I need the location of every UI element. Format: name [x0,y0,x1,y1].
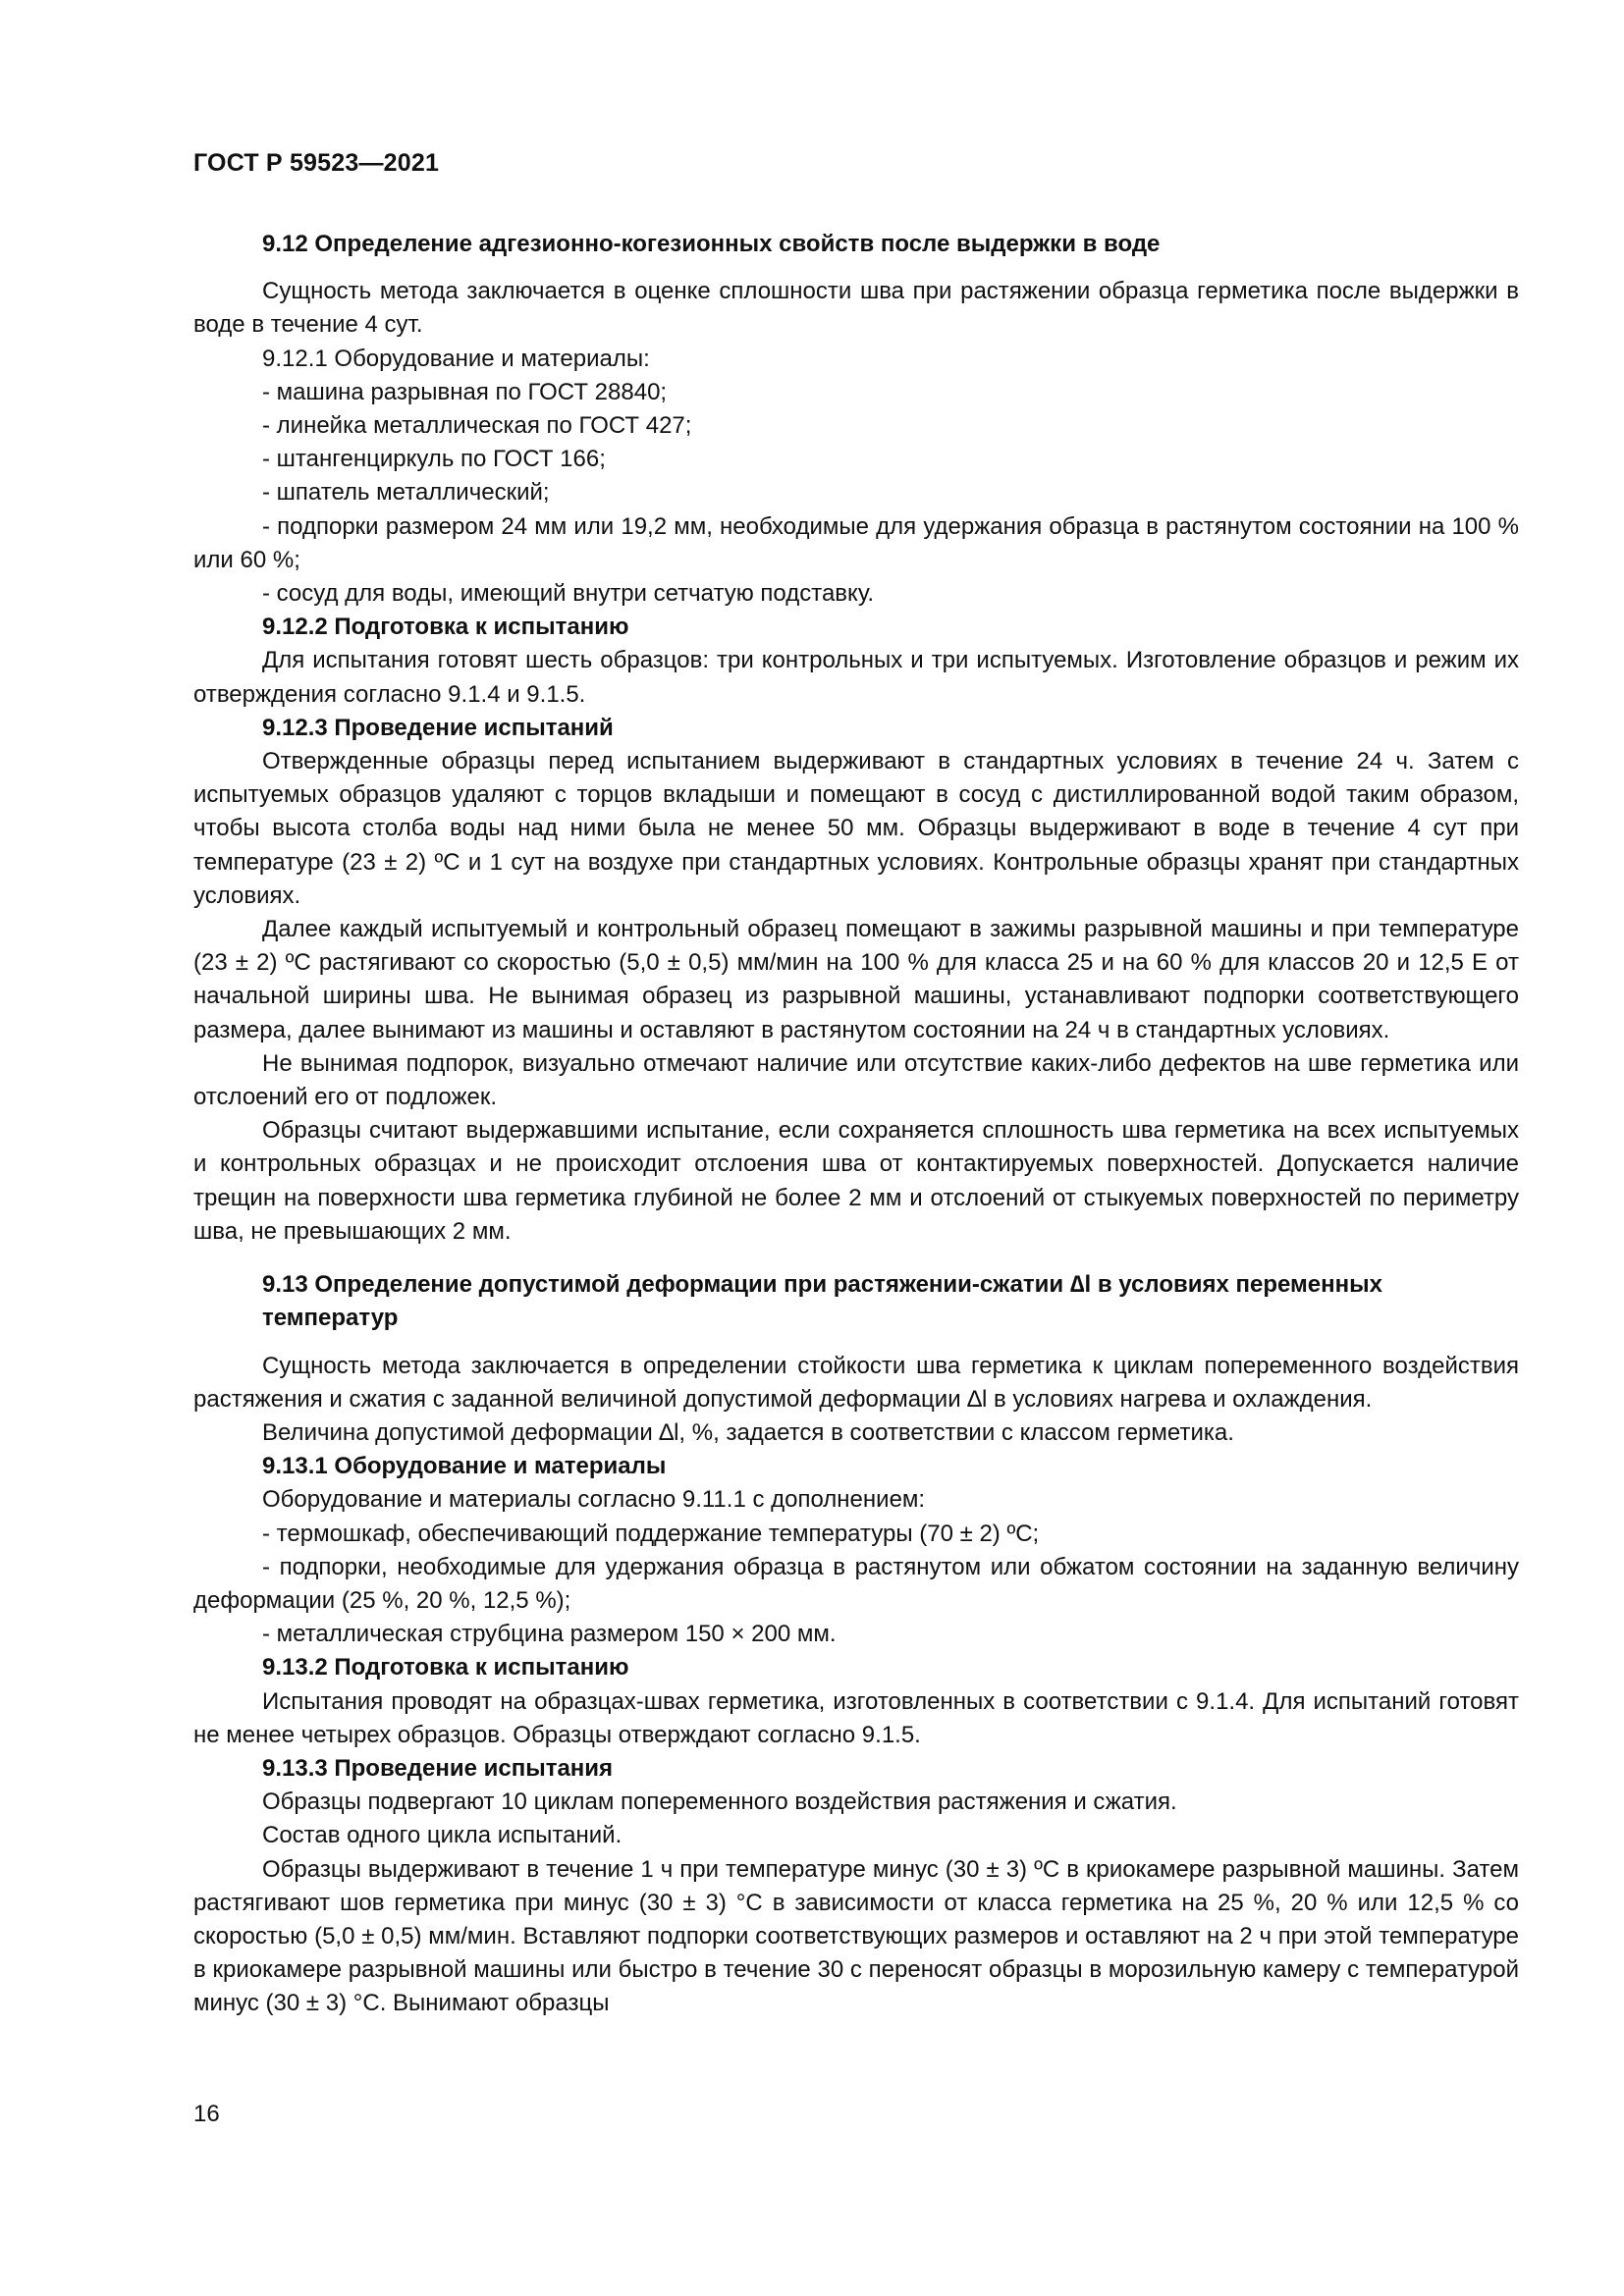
section-9-13-prep-text: Испытания проводят на образцах-швах герметика, изготовленных в соответствии с 9.1.4. Для испытаний готовят не менее четырех образцов. Образцы отверждают согласно 9.1.5. [193,1687,1519,1748]
subsection-9-13-3-title: 9.13.3 Проведение испытания [262,1754,614,1782]
equipment-item: - металлическая струбцина размером 150 × 200 мм. [262,1621,837,1648]
section-9-12-test-paragraph: Образцы считают выдержавшими испытание, если сохраняется сплошность шва герметика на всех испытуемых и контрольных образцах и не происходит отслоения шва от контактируемых поверхностей. Допускается наличие трещин на поверхности шва герметика глубиной не более 2 мм и отслоений от стыкуемых поверхностей по периметру шва, не превышающих 2 мм. [193,1117,1519,1245]
page-number: 16 [193,2101,220,2127]
subsection-9-12-3-title: 9.12.3 Проведение испытаний [262,714,614,741]
section-9-12-test-paragraph: Отвержденные образцы перед испытанием выдерживают в стандартных условиях в течение 24 ч. Затем с испытуемых образцов удаляют с торцов вкладыши и помещают в сосуд с дистиллированной водой таким образом, чтобы высота столба воды над ними была не менее 50 мм. Образцы выдерживают в воде в течение 4 сут при температуре (23 ± 2) ºС и 1 сут на воздухе при стандартных условиях. Контрольные образцы хранят при стандартных условиях. [193,748,1519,909]
subsection-9-12-1-title: 9.12.1 Оборудование и материалы: [262,345,650,372]
subsection-9-13-1-title: 9.13.1 Оборудование и материалы [262,1453,667,1480]
section-9-12-title: 9.12 Определение адгезионно-когезионных свойств после выдержки в воде [262,231,1161,257]
document-header-code: ГОСТ Р 59523—2021 [193,149,440,177]
equipment-item: - линейка металлическая по ГОСТ 427; [262,412,692,440]
section-9-13-equipment-intro: Оборудование и материалы согласно 9.11.1 с дополнением: [262,1486,926,1514]
section-9-12-test-paragraph: Не вынимая подпорок, визуально отмечают наличие или отсутствие каких-либо дефектов на шве герметика или отслоений его от подложек. [193,1049,1519,1111]
equipment-item: - термошкаф, обеспечивающий поддержание температуры (70 ± 2) ºС; [262,1520,1040,1547]
equipment-item: - подпорки размером 24 мм или 19,2 мм, необходимые для удержания образца в растянутом состоянии на 100 % или 60 %; [193,512,1519,573]
equipment-item: - машина разрывная по ГОСТ 28840; [262,378,668,405]
subsection-9-12-2-title: 9.12.2 Подготовка к испытанию [262,614,629,641]
section-9-13-cycle-composition: Состав одного цикла испытаний. [262,1822,623,1849]
equipment-item: - сосуд для воды, имеющий внутри сетчатую подставку. [262,580,875,608]
section-9-13-value: Величина допустимой деформации ∆l, %, задается в соответствии с классом герметика. [262,1418,1234,1446]
document-body [193,228,1519,2021]
equipment-item: - штангенциркуль по ГОСТ 166; [262,446,606,473]
section-9-13-title: 9.13 Определение допустимой деформации при растяжении-сжатии ∆l в условиях переменных температур [262,1271,1382,1332]
equipment-item: - подпорки, необходимые для удержания образца в растянутом или обжатом состоянии на заданную величину деформации (25 %, 20 %, 12,5 %); [193,1553,1519,1614]
section-9-12-test-paragraph: Далее каждый испытуемый и контрольный образец помещают в зажимы разрывной машины и при температуре (23 ± 2) ºС растягивают со скоростью (5,0 ± 0,5) мм/мин на 100 % для класса 25 и на 60 % для классов 20 и 12,5 Е от начальной ширины шва. Не вынимая образец из разрывной машины, устанавливают подпорки соответствующего размера, далее вынимают из машины и оставляют в растянутом состоянии на 24 ч в стандартных условиях. [193,916,1519,1043]
equipment-item: - шпатель металлический; [262,479,550,507]
section-9-12-prep-text: Для испытания готовят шесть образцов: три контрольных и три испытуемых. Изготовление образцов и режим их отверждения согласно 9.1.4 и 9.1.5. [193,647,1519,708]
subsection-9-13-2-title: 9.13.2 Подготовка к испытанию [262,1654,629,1682]
section-9-13-cycle-description: Образцы выдерживают в течение 1 ч при температуре минус (30 ± 3) ºС в криокамере разрывной машины. Затем растягивают шов герметика при минус (30 ± 3) °С в зависимости от класса герметика на 25 %, 20 % или 12,5 % со скоростью (5,0 ± 0,5) мм/мин. Вставляют подпорки соответствующих размеров и оставляют на 2 ч при этой температуре в криокамере разрывной машины или быстро в течение 30 с переносят образцы в морозильную камеру с температурой минус (30 ± 3) °С. Вынимают образцы [193,1855,1519,2017]
section-9-12-essence: Сущность метода заключается в оценке сплошности шва при растяжении образца герметика после выдержки в воде в течение 4 сут. [193,278,1519,339]
section-9-13-essence: Сущность метода заключается в определении стойкости шва герметика к циклам попеременного воздействия растяжения и сжатия с заданной величиной допустимой деформации ∆l в условиях нагрева и охлаждения. [193,1352,1519,1413]
section-9-13-cycles-text: Образцы подвергают 10 циклам попеременного воздействия растяжения и сжатия. [262,1789,1177,1816]
